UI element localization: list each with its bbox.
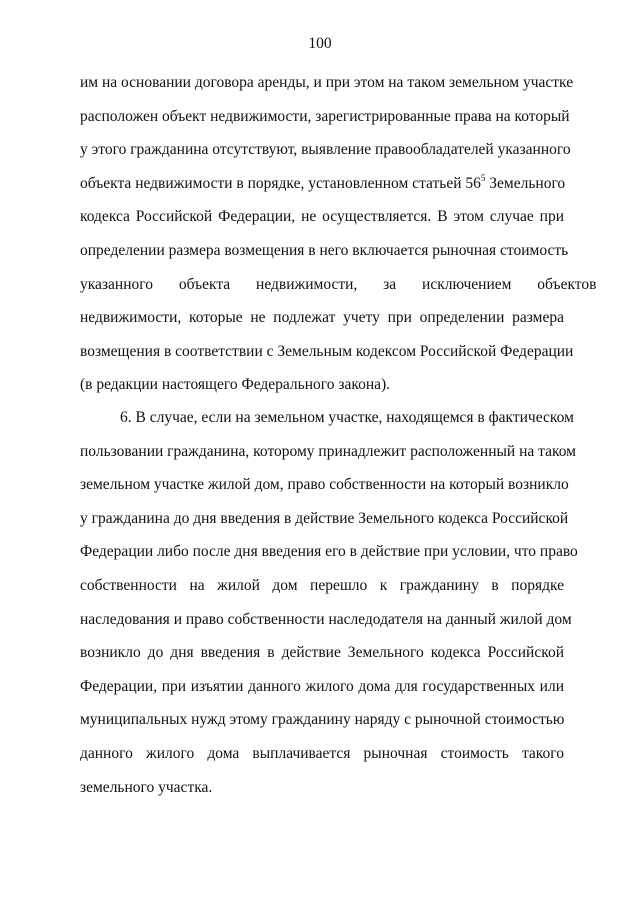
text-line: Федерации, при изъятии данного жилого дома для государственных или: [80, 677, 564, 695]
text-line: пользовании гражданина, которому принадлежит расположенный на таком: [80, 442, 576, 460]
text-line: возмещения в соответствии с Земельным кодексом Российской Федерации: [80, 342, 574, 360]
paragraph-continuation: [80, 66, 597, 402]
text-line: им на основании договора аренды, и при этом на таком земельном участке: [80, 74, 574, 91]
text-line: земельном участке жилой дом, право собственности на который возникло: [80, 476, 569, 494]
text-line: Федерации либо после дня введения его в действие при условии, что право: [80, 543, 578, 561]
text-line: у гражданина до дня введения в действие Земельного кодекса Российской: [80, 509, 569, 527]
page-number: 100: [308, 35, 332, 52]
text-line: расположен объект недвижимости, зарегистрированные права на который: [80, 107, 570, 125]
paragraph-item-6: [80, 401, 578, 804]
text-line: земельного участка.: [80, 778, 213, 796]
text-line: [80, 167, 564, 201]
text-line: указанного объекта недвижимости, за исключением объектов: [80, 275, 597, 293]
text-line: данного жилого дома выплачивается рыночная стоимость такого: [80, 744, 564, 762]
text-line: у этого гражданина отсутствуют, выявление правообладателей указанного: [80, 141, 571, 159]
text-line: кодекса Российской Федерации, не осуществляется. В этом случае при: [80, 208, 564, 226]
superscript-article-index: 5: [480, 172, 486, 183]
text-line: 6. В случае, если на земельном участке, находящемся в фактическом: [120, 409, 574, 426]
text-line: недвижимости, которые не подлежат учету при определении размера: [80, 309, 564, 327]
text-line: (в редакции настоящего Федерального закона).: [80, 376, 391, 394]
text-line: определении размера возмещения в него включается рыночная стоимость: [80, 241, 569, 259]
text-line: муниципальных нужд этому гражданину наряду с рыночной стоимостью: [80, 711, 565, 729]
text-line: наследования и право собственности наследодателя на данный жилой дом: [80, 610, 572, 628]
text-line: возникло до дня введения в действие Земельного кодекса Российской: [80, 644, 564, 662]
text-fragment: Земельного: [485, 174, 566, 192]
text-fragment: объекта недвижимости в порядке, установленном статьей 56: [80, 174, 481, 192]
text-line: собственности на жилой дом перешло к гражданину в порядке: [80, 576, 564, 594]
